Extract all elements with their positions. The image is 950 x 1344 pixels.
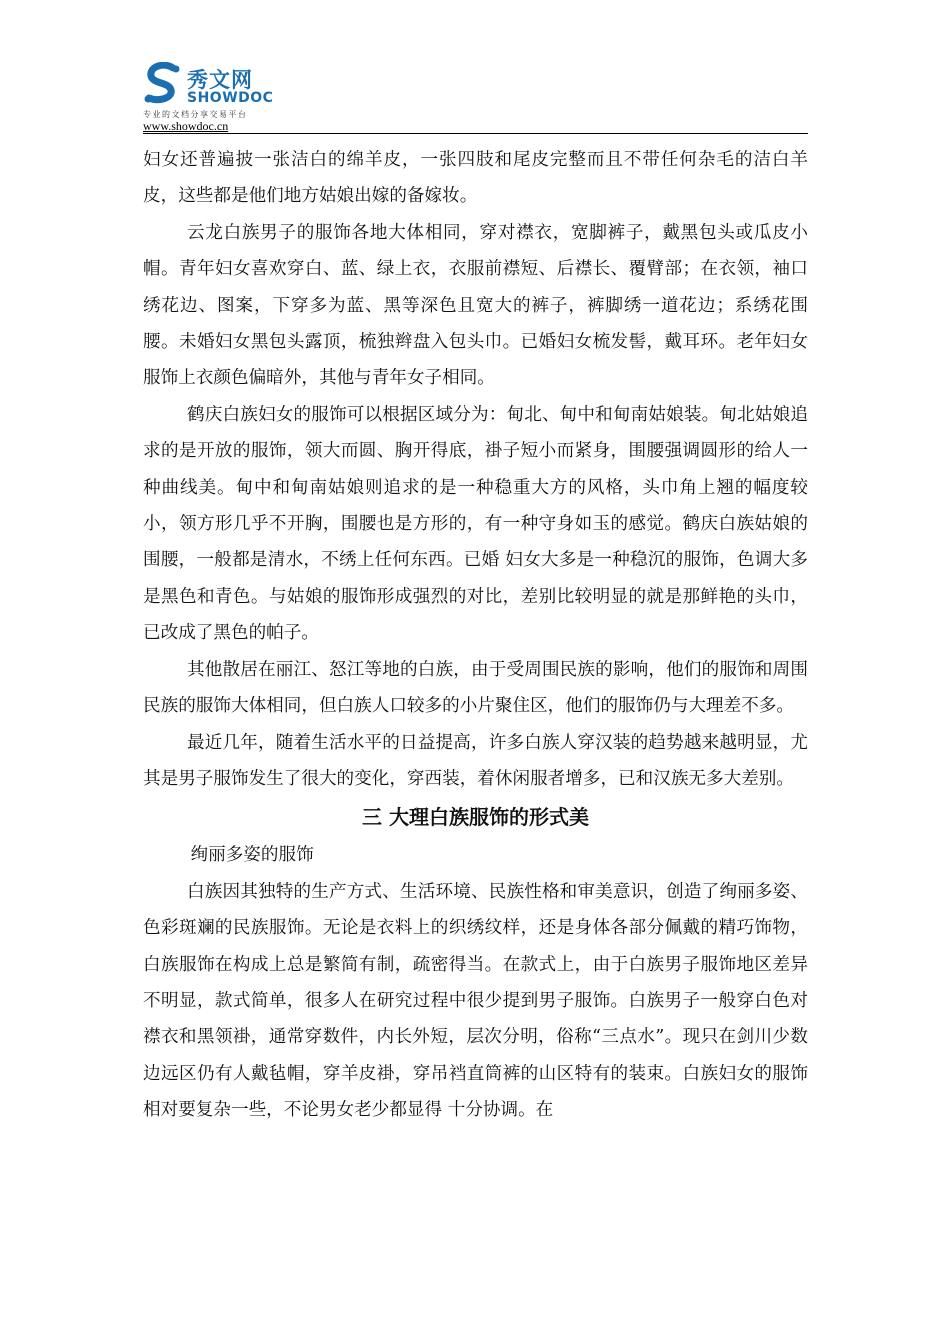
showdoc-logo-icon	[143, 62, 183, 108]
brand-name-en: SHOWDOC	[187, 90, 274, 106]
paragraph-lijiang-nujiang: 其他散居在丽江、怒江等地的白族，由于受周围民族的影响，他们的服饰和周围民族的服饰大体相同，但白族人口较多的小片聚住区，他们的服饰仍与大理差不多。	[143, 659, 808, 717]
paragraph-recent-years: 最近几年，随着生活水平的日益提高，许多白族人穿汉装的趋势越来越明显，尤其是男子服饰发生了很大的变化，穿西装，着休闲服者增多，已和汉族无多大差别。	[143, 732, 808, 789]
header-divider	[143, 133, 808, 134]
site-url-link[interactable]: www.showdoc.cn	[143, 119, 229, 133]
paragraph-yunlong: 云龙白族男子的服饰各地大体相同，穿对襟衣，宽脚裤子，戴黑包头或瓜皮小帽。青年妇女喜欢穿白、蓝、绿上衣，衣服前襟短、后襟长、覆臂部；在衣领，袖口绣花边、图案，下穿多为蓝、黑等深色且宽大的裤子，裤脚绣一道花边；系绣花围腰。未婚妇女黑包头露顶，梳独辫盘入包头巾。已婚妇女梳发髻，戴耳环。老年妇女服饰上衣颜色偏暗外，其他与青年女子相同。	[143, 222, 808, 389]
paragraph-continued: 妇女还普遍披一张洁白的绵羊皮，一张四肢和尾皮完整而且不带任何杂毛的洁白羊皮，这些都是他们地方姑娘出嫁的备嫁妆。	[143, 150, 808, 207]
page-header	[143, 62, 808, 134]
section-heading: 三 大理白族服饰的形式美	[362, 805, 589, 830]
document-body	[143, 142, 808, 1129]
brand-slogan: 专业的文档分享交易平台	[143, 110, 248, 119]
paragraph-heqing: 鹤庆白族妇女的服饰可以根据区域分为：甸北、甸中和甸南姑娘装。甸北姑娘追求的是开放的服饰，领大而圆、胸开得底，褂子短小而紧身，围腰强调圆形的给人一种曲线美。甸中和甸南姑娘则追求的是一种稳重大方的风格，头巾角上翘的幅度较小，领方形几乎不开胸，围腰也是方形的，有一种守身如玉的感觉。鹤庆白族姑娘的围腰，一般都是清水，不绣上任何东西。已婚 妇女大多是一种稳沉的服饰，色调大多是黑色和青色。与姑娘的服饰形成强烈的对比，差别比较明显的就是那鲜艳的头巾，已改成了黑色的帕子。	[143, 404, 808, 644]
brand-name-cn: 秀文网	[187, 68, 253, 92]
section-subheading: 绚丽多姿的服饰	[190, 845, 314, 866]
paragraph-section-body: 白族因其独特的生产方式、生活环境、民族性格和审美意识，创造了绚丽多姿、色彩斑斓的民族服饰。无论是衣料上的织绣纹样，还是身体各部分佩戴的精巧饰物，白族服饰在构成上总是繁简有制，疏密得当。在款式上，由于白族男子服饰地区差异不明显，款式简单，很多人在研究过程中很少提到男子服饰。白族男子一般穿白色对襟衣和黑领褂，通常穿数件，内长外短，层次分明，俗称“三点水”。现只在剑川少数边远区仍有人戴毡帽，穿羊皮褂，穿吊裆直筒裤的山区特有的装束。白族妇女的服饰相对要复杂一些，不论男女老少都显得 十分协调。在	[143, 881, 808, 1121]
